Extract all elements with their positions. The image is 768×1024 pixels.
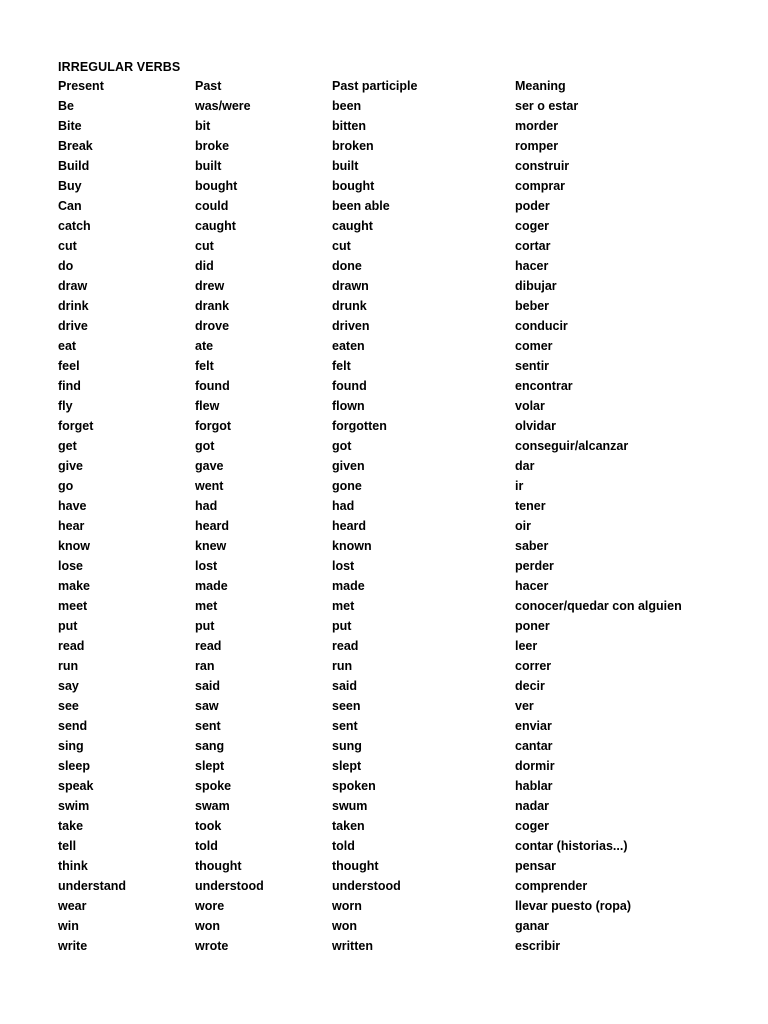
- cell-present: forget: [58, 419, 94, 433]
- cell-past-participle: run: [332, 659, 353, 673]
- table-row: [58, 216, 738, 236]
- cell-past: lost: [195, 559, 218, 573]
- cell-past: heard: [195, 519, 230, 533]
- cell-past-participle: felt: [332, 359, 351, 373]
- cell-meaning: comer: [515, 339, 553, 353]
- cell-past: made: [195, 579, 228, 593]
- cell-past: went: [195, 479, 224, 493]
- cell-past-participle: broken: [332, 139, 374, 153]
- cell-meaning: encontrar: [515, 379, 573, 393]
- cell-meaning: sentir: [515, 359, 550, 373]
- cell-past-participle: worn: [332, 899, 362, 913]
- cell-present: Can: [58, 199, 82, 213]
- cell-past: took: [195, 819, 222, 833]
- cell-present: take: [58, 819, 84, 833]
- table-row: [58, 156, 738, 176]
- cell-past: found: [195, 379, 230, 393]
- cell-past: saw: [195, 699, 219, 713]
- table-row: [58, 496, 738, 516]
- table-row: [58, 916, 738, 936]
- cell-past: said: [195, 679, 221, 693]
- cell-meaning: beber: [515, 299, 550, 313]
- cell-meaning: conducir: [515, 319, 568, 333]
- cell-present: fly: [58, 399, 73, 413]
- cell-present: Buy: [58, 179, 82, 193]
- cell-past: met: [195, 599, 218, 613]
- cell-present: find: [58, 379, 81, 393]
- cell-past: drove: [195, 319, 230, 333]
- cell-meaning: escribir: [515, 939, 561, 953]
- cell-past: slept: [195, 759, 225, 773]
- header-meaning: Meaning: [515, 79, 566, 93]
- cell-past-participle: had: [332, 499, 355, 513]
- table-row: [58, 656, 738, 676]
- cell-meaning: conseguir/alcanzar: [515, 439, 629, 453]
- cell-past: flew: [195, 399, 220, 413]
- cell-present: think: [58, 859, 88, 873]
- cell-present: swim: [58, 799, 90, 813]
- cell-past-participle: sent: [332, 719, 358, 733]
- cell-past-participle: made: [332, 579, 365, 593]
- cell-past: knew: [195, 539, 227, 553]
- cell-meaning: ir: [515, 479, 524, 493]
- cell-meaning: volar: [515, 399, 545, 413]
- cell-past-participle: heard: [332, 519, 367, 533]
- header-present: Present: [58, 79, 104, 93]
- cell-past: read: [195, 639, 222, 653]
- cell-present: see: [58, 699, 79, 713]
- cell-present: put: [58, 619, 78, 633]
- cell-present: cut: [58, 239, 77, 253]
- cell-past-participle: bitten: [332, 119, 367, 133]
- table-row: [58, 576, 738, 596]
- cell-meaning: contar (historias...): [515, 839, 628, 853]
- cell-meaning: ver: [515, 699, 534, 713]
- cell-past: did: [195, 259, 214, 273]
- cell-meaning: romper: [515, 139, 559, 153]
- cell-past-participle: seen: [332, 699, 361, 713]
- cell-present: Be: [58, 99, 74, 113]
- cell-past: could: [195, 199, 229, 213]
- header-past: Past: [195, 79, 222, 93]
- cell-past-participle: got: [332, 439, 352, 453]
- table-row: [58, 396, 738, 416]
- cell-past-participle: read: [332, 639, 359, 653]
- cell-present: feel: [58, 359, 80, 373]
- cell-meaning: saber: [515, 539, 549, 553]
- cell-present: drive: [58, 319, 88, 333]
- cell-meaning: tener: [515, 499, 546, 513]
- cell-meaning: coger: [515, 819, 550, 833]
- cell-past: gave: [195, 459, 224, 473]
- cell-present: Break: [58, 139, 93, 153]
- table-row: [58, 176, 738, 196]
- table-row: [58, 836, 738, 856]
- table-row: [58, 756, 738, 776]
- cell-meaning: ser o estar: [515, 99, 579, 113]
- cell-meaning: cantar: [515, 739, 553, 753]
- cell-past-participle: put: [332, 619, 352, 633]
- cell-present: wear: [58, 899, 87, 913]
- table-row: [58, 416, 738, 436]
- cell-meaning: conocer/quedar con alguien: [515, 599, 682, 613]
- table-row: [58, 736, 738, 756]
- cell-past: ran: [195, 659, 215, 673]
- cell-past-participle: gone: [332, 479, 362, 493]
- cell-present: speak: [58, 779, 94, 793]
- page-title: IRREGULAR VERBS: [58, 60, 181, 74]
- cell-past-participle: won: [332, 919, 357, 933]
- cell-present: send: [58, 719, 88, 733]
- cell-past: told: [195, 839, 218, 853]
- table-row: [58, 516, 738, 536]
- cell-past-participle: sung: [332, 739, 362, 753]
- table-row: [58, 96, 738, 116]
- cell-past-participle: been: [332, 99, 362, 113]
- cell-past: had: [195, 499, 218, 513]
- table-row: [58, 356, 738, 376]
- table-row: [58, 776, 738, 796]
- cell-meaning: hacer: [515, 579, 549, 593]
- cell-present: sleep: [58, 759, 90, 773]
- cell-meaning: morder: [515, 119, 559, 133]
- table-row: [58, 436, 738, 456]
- cell-past: understood: [195, 879, 264, 893]
- cell-past-participle: built: [332, 159, 359, 173]
- cell-past: wrote: [195, 939, 229, 953]
- cell-past: ate: [195, 339, 214, 353]
- cell-past: bit: [195, 119, 211, 133]
- cell-meaning: leer: [515, 639, 538, 653]
- cell-meaning: hacer: [515, 259, 549, 273]
- cell-present: have: [58, 499, 87, 513]
- table-row: [58, 896, 738, 916]
- cell-past-participle: slept: [332, 759, 362, 773]
- cell-present: catch: [58, 219, 91, 233]
- table-row: [58, 816, 738, 836]
- cell-meaning: perder: [515, 559, 554, 573]
- cell-past-participle: met: [332, 599, 355, 613]
- cell-present: go: [58, 479, 74, 493]
- cell-past: put: [195, 619, 215, 633]
- cell-past: cut: [195, 239, 214, 253]
- table-row: [58, 876, 738, 896]
- cell-present: get: [58, 439, 77, 453]
- cell-past: drank: [195, 299, 230, 313]
- cell-past: drew: [195, 279, 225, 293]
- cell-past-participle: understood: [332, 879, 401, 893]
- cell-past-participle: driven: [332, 319, 370, 333]
- cell-present: drink: [58, 299, 89, 313]
- cell-meaning: decir: [515, 679, 545, 693]
- cell-meaning: oir: [515, 519, 531, 533]
- table-row: [58, 376, 738, 396]
- cell-past-participle: written: [332, 939, 373, 953]
- cell-meaning: correr: [515, 659, 552, 673]
- cell-present: Bite: [58, 119, 82, 133]
- cell-past-participle: flown: [332, 399, 365, 413]
- cell-present: eat: [58, 339, 77, 353]
- cell-past-participle: found: [332, 379, 367, 393]
- cell-meaning: poder: [515, 199, 550, 213]
- table-row: [58, 196, 738, 216]
- cell-meaning: coger: [515, 219, 550, 233]
- cell-past-participle: cut: [332, 239, 351, 253]
- cell-past-participle: taken: [332, 819, 365, 833]
- cell-past: spoke: [195, 779, 232, 793]
- cell-past: forgot: [195, 419, 232, 433]
- table-row: [58, 676, 738, 696]
- table-row: [58, 116, 738, 136]
- cell-past-participle: drunk: [332, 299, 367, 313]
- cell-meaning: comprar: [515, 179, 566, 193]
- table-row: [58, 616, 738, 636]
- cell-past-participle: known: [332, 539, 372, 553]
- cell-present: know: [58, 539, 90, 553]
- table-row: [58, 636, 738, 656]
- cell-meaning: hablar: [515, 779, 553, 793]
- cell-past-participle: spoken: [332, 779, 376, 793]
- cell-present: tell: [58, 839, 77, 853]
- verb-table-body: [58, 96, 738, 956]
- table-row: [58, 136, 738, 156]
- cell-meaning: dar: [515, 459, 535, 473]
- cell-past: won: [195, 919, 220, 933]
- cell-present: sing: [58, 739, 84, 753]
- cell-present: hear: [58, 519, 85, 533]
- table-row: [58, 256, 738, 276]
- table-row: [58, 456, 738, 476]
- cell-past: got: [195, 439, 215, 453]
- cell-present: understand: [58, 879, 127, 893]
- cell-past: felt: [195, 359, 214, 373]
- table-row: [58, 236, 738, 256]
- cell-past-participle: forgotten: [332, 419, 387, 433]
- cell-past: wore: [195, 899, 225, 913]
- header-past-participle: Past participle: [332, 79, 418, 93]
- table-row: [58, 536, 738, 556]
- cell-past-participle: swum: [332, 799, 368, 813]
- cell-present: lose: [58, 559, 84, 573]
- cell-meaning: construir: [515, 159, 570, 173]
- cell-past-participle: bought: [332, 179, 375, 193]
- cell-meaning: poner: [515, 619, 550, 633]
- table-row: [58, 796, 738, 816]
- cell-meaning: dibujar: [515, 279, 557, 293]
- cell-past-participle: done: [332, 259, 362, 273]
- cell-past-participle: drawn: [332, 279, 369, 293]
- cell-past: thought: [195, 859, 242, 873]
- cell-meaning: comprender: [515, 879, 588, 893]
- cell-present: Build: [58, 159, 90, 173]
- cell-past-participle: told: [332, 839, 355, 853]
- cell-past: broke: [195, 139, 230, 153]
- table-row: [58, 336, 738, 356]
- cell-past-participle: thought: [332, 859, 379, 873]
- table-row: [58, 316, 738, 336]
- cell-present: draw: [58, 279, 88, 293]
- cell-past-participle: lost: [332, 559, 355, 573]
- table-row: [58, 716, 738, 736]
- table-row: [58, 556, 738, 576]
- cell-present: meet: [58, 599, 88, 613]
- cell-past: sent: [195, 719, 221, 733]
- cell-meaning: cortar: [515, 239, 551, 253]
- cell-present: win: [58, 919, 79, 933]
- cell-past-participle: said: [332, 679, 358, 693]
- cell-present: do: [58, 259, 74, 273]
- cell-past: swam: [195, 799, 230, 813]
- table-row: [58, 296, 738, 316]
- cell-present: write: [58, 939, 88, 953]
- cell-meaning: enviar: [515, 719, 552, 733]
- cell-meaning: pensar: [515, 859, 556, 873]
- cell-past-participle: eaten: [332, 339, 365, 353]
- cell-present: give: [58, 459, 84, 473]
- document-page: [58, 58, 738, 956]
- cell-past: sang: [195, 739, 225, 753]
- cell-present: make: [58, 579, 90, 593]
- cell-meaning: ganar: [515, 919, 550, 933]
- cell-past: bought: [195, 179, 238, 193]
- table-row: [58, 476, 738, 496]
- cell-past: was/were: [195, 99, 251, 113]
- cell-past-participle: caught: [332, 219, 373, 233]
- cell-past: caught: [195, 219, 236, 233]
- table-row: [58, 276, 738, 296]
- cell-meaning: dormir: [515, 759, 555, 773]
- table-row: [58, 696, 738, 716]
- cell-past-participle: given: [332, 459, 365, 473]
- cell-present: read: [58, 639, 85, 653]
- cell-past: built: [195, 159, 222, 173]
- cell-meaning: nadar: [515, 799, 550, 813]
- table-header-row: [58, 76, 738, 96]
- cell-present: run: [58, 659, 79, 673]
- cell-past-participle: been able: [332, 199, 390, 213]
- cell-present: say: [58, 679, 79, 693]
- cell-meaning: olvidar: [515, 419, 556, 433]
- table-row: [58, 936, 738, 956]
- table-row: [58, 596, 738, 616]
- table-row: [58, 856, 738, 876]
- cell-meaning: llevar puesto (ropa): [515, 899, 631, 913]
